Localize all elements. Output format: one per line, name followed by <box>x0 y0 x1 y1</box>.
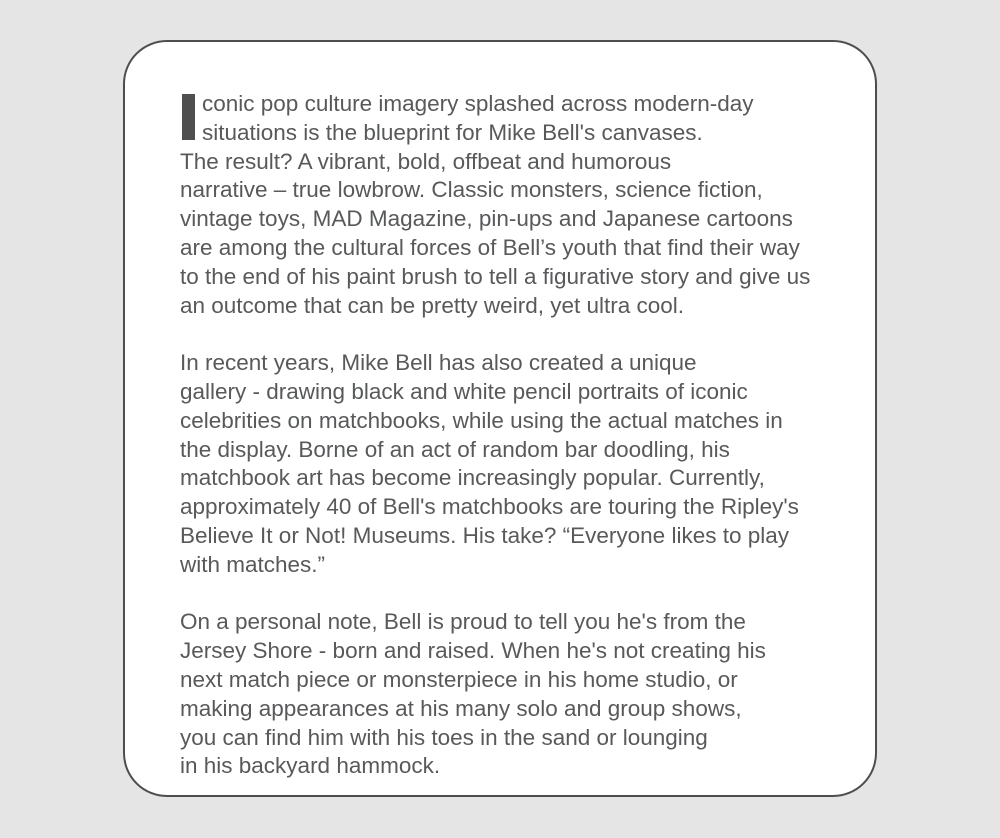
bio-paragraph <box>180 90 845 320</box>
text-line: conic pop culture imagery splashed across modern-day <box>202 91 754 116</box>
text-line: are among the cultural forces of Bell’s youth that find their way <box>180 234 800 260</box>
text-line: gallery - drawing black and white pencil portraits of iconic <box>180 378 748 404</box>
text-line: vintage toys, MAD Magazine, pin-ups and Japanese cartoons <box>180 206 793 232</box>
text-line: Jersey Shore - born and raised. When he's not creating his <box>180 638 766 664</box>
text-line: celebrities on matchbooks, while using the actual matches in <box>180 407 783 433</box>
text-line: next match piece or monsterpiece in his home studio, or <box>180 666 738 692</box>
bio-text <box>180 90 845 781</box>
text-line: the display. Borne of an act of random bar doodling, his <box>180 436 730 462</box>
dropcap-letter <box>182 94 195 140</box>
text-line: with matches.” <box>180 551 326 577</box>
text-line: approximately 40 of Bell's matchbooks are touring the Ripley's <box>180 494 799 520</box>
text-line: matchbook art has become increasingly popular. Currently, <box>180 465 765 491</box>
text-line: The result? A vibrant, bold, offbeat and humorous <box>180 148 672 174</box>
text-line: On a personal note, Bell is proud to tell you he's from the <box>180 609 746 635</box>
text-line: an outcome that can be pretty weird, yet ultra cool. <box>180 292 685 318</box>
bio-paragraph <box>180 608 845 781</box>
text-line: narrative – true lowbrow. Classic monsters, science fiction, <box>180 177 763 203</box>
text-line: Believe It or Not! Museums. His take? “Everyone likes to play <box>180 522 789 548</box>
text-line: you can find him with his toes in the sand or lounging <box>180 724 708 750</box>
text-line: situations is the blueprint for Mike Bell's canvases. <box>202 119 703 145</box>
bio-card <box>123 40 877 797</box>
text-line: making appearances at his many solo and group shows, <box>180 695 742 721</box>
bio-paragraph <box>180 349 845 579</box>
text-line: In recent years, Mike Bell has also created a unique <box>180 350 697 376</box>
text-line: to the end of his paint brush to tell a figurative story and give us <box>180 263 811 289</box>
text-line: in his backyard hammock. <box>180 753 441 779</box>
